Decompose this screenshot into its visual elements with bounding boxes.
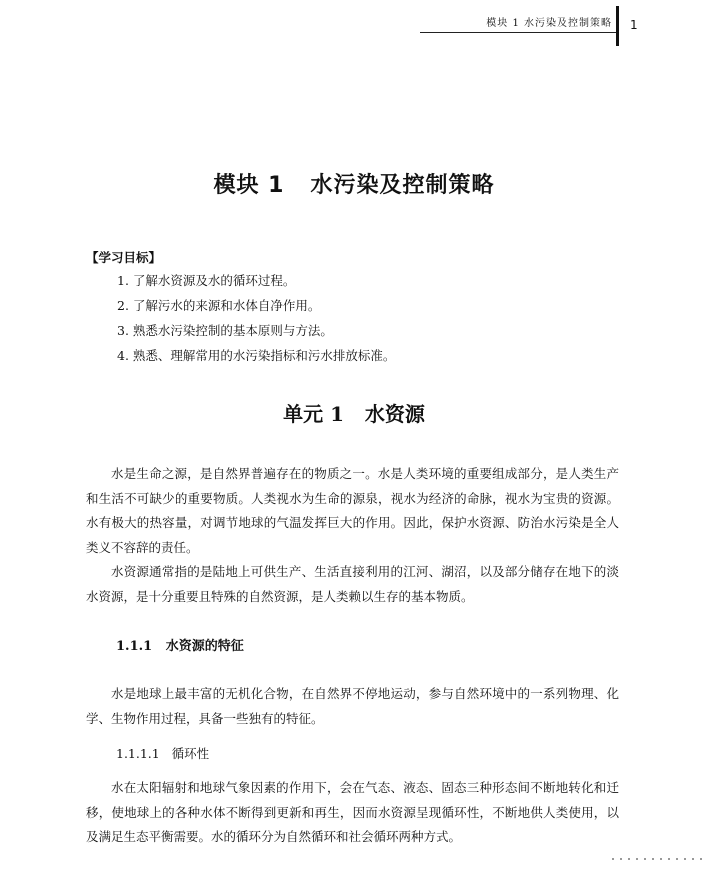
running-header-text: 模块 1 水污染及控制策略 xyxy=(486,18,612,29)
objectives-list xyxy=(117,268,395,368)
objective-item: 2. 了解污水的来源和水体自净作用。 xyxy=(117,298,321,313)
subsection-heading xyxy=(116,744,209,762)
page-number: 1 xyxy=(630,18,638,32)
objective-item: 3. 熟悉水污染控制的基本原则与方法。 xyxy=(117,323,333,338)
subsection-number: 1.1.1.1 xyxy=(116,746,160,761)
objectives-heading: 【学习目标】 xyxy=(86,250,162,265)
section-title: 水资源的特征 xyxy=(165,639,244,654)
running-header xyxy=(420,12,616,33)
section-number: 1.1.1 xyxy=(116,639,153,654)
header-bar xyxy=(616,6,619,46)
section-heading xyxy=(116,635,244,654)
page-edge-dots xyxy=(612,858,702,860)
body-paragraph: 水资源通常指的是陆地上可供生产、生活直接利用的江河、湖沼，以及部分储存在地下的淡水资源，是十分重要且特殊的自然资源，是人类赖以生存的基本物质。 xyxy=(86,564,619,604)
objective-item: 4. 熟悉、理解常用的水污染指标和污水排放标准。 xyxy=(117,348,396,363)
objective-item: 1. 了解水资源及水的循环过程。 xyxy=(117,273,296,288)
unit-title: 单元 1 水资源 xyxy=(283,402,425,426)
module-title: 模块 1 水污染及控制策略 xyxy=(213,173,495,198)
section-paragraph: 水是地球上最丰富的无机化合物，在自然界不停地运动，参与自然环境中的一系列物理、化学、生物作用过程，具备一些独有的特征。 xyxy=(86,686,619,726)
body-paragraph: 水是生命之源，是自然界普遍存在的物质之一。水是人类环境的重要组成部分，是人类生产和生活不可缺少的重要物质。人类视水为生命的源泉，视水为经济的命脉，视水为宝贵的资源。水有极大的热容量，对调节地球的气温发挥巨大的作用。因此，保护水资源、防治水污染是全人类义不容辞的责任。 xyxy=(86,466,619,555)
subsection-paragraph: 水在太阳辐射和地球气象因素的作用下，会在气态、液态、固态三种形态间不断地转化和迁移，使地球上的各种水体不断得到更新和再生，因而水资源呈现循环性，不断地供人类使用，以及满足生态平衡需要。水的循环分为自然循环和社会循环两种方式。 xyxy=(86,780,619,844)
subsection-title: 循环性 xyxy=(171,746,210,761)
